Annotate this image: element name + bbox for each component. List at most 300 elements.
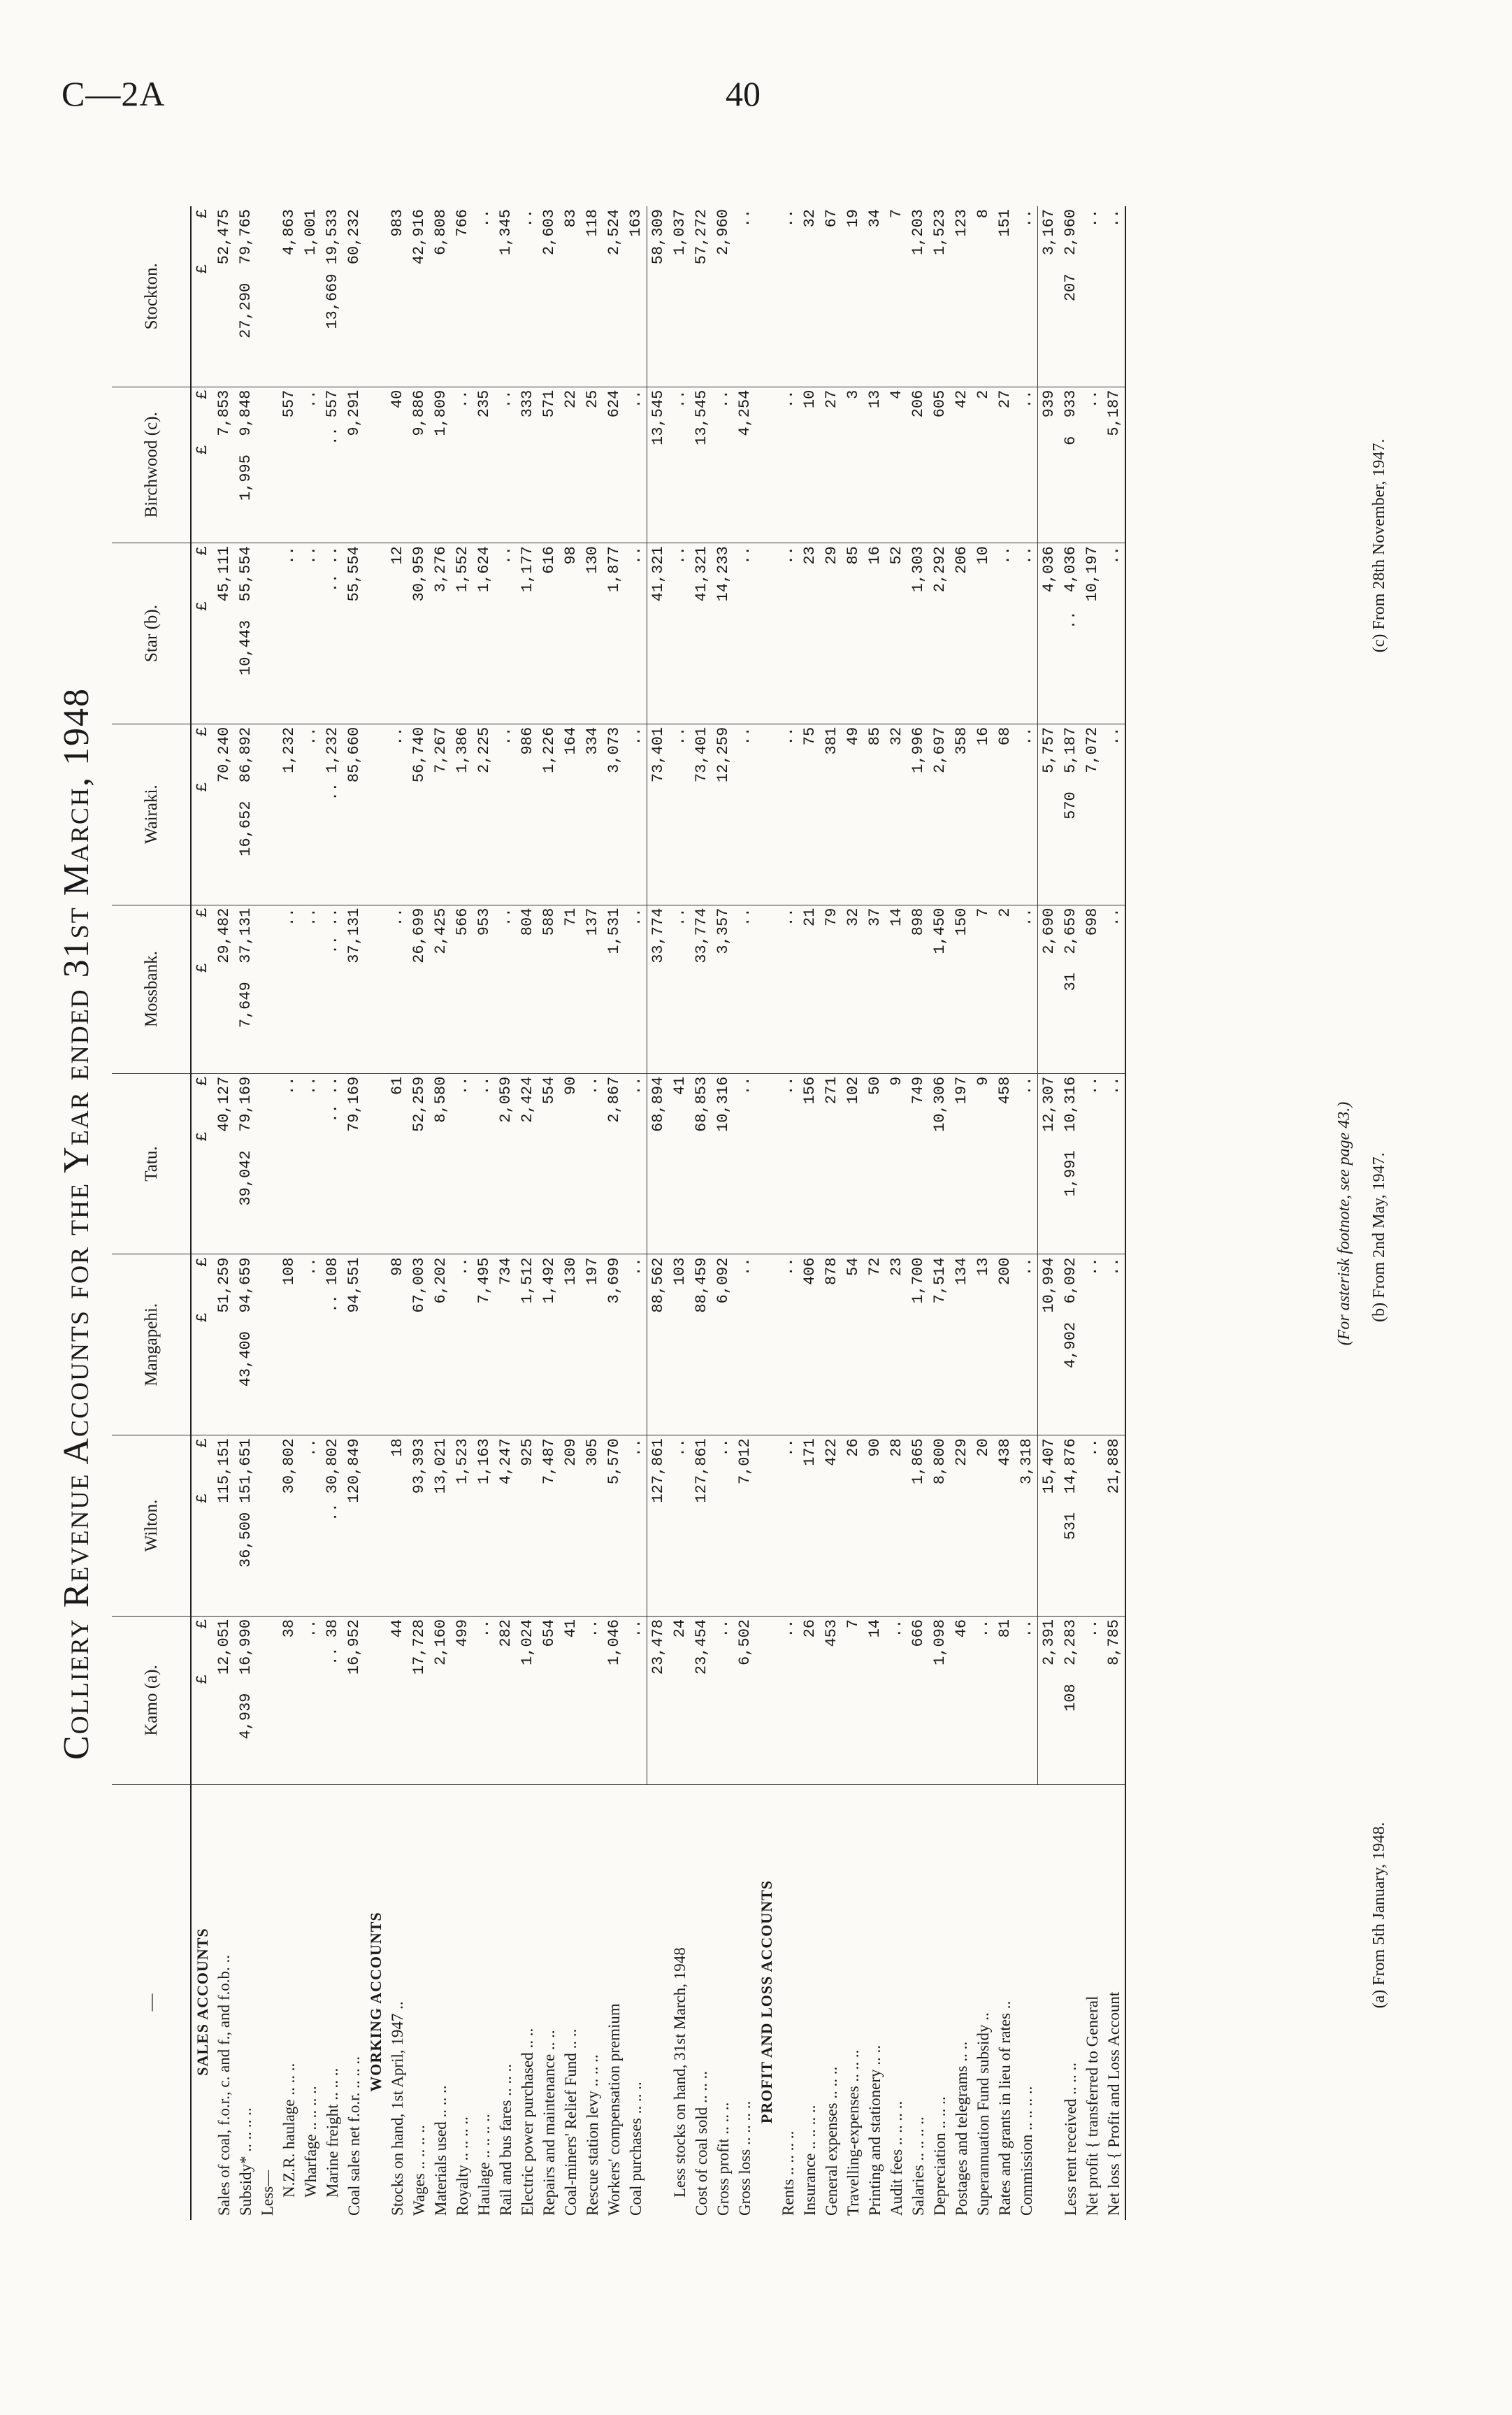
row-label: Less stocks on hand, 31st March, 1948 (671, 1947, 689, 2198)
value-cell: 25 (582, 387, 603, 543)
value-cell (756, 1073, 777, 1254)
table-row (1016, 206, 1038, 2220)
value-cell: .. (495, 905, 517, 1073)
value-cell: 749 (907, 1073, 929, 1254)
value-cell: .. (473, 1073, 495, 1254)
value-cell (257, 1254, 278, 1435)
value-cell: 1,024 (517, 1616, 538, 1784)
value-cell: 358 (951, 724, 972, 905)
value-cell: 1,203 (907, 206, 929, 387)
value-cell: 209 (560, 1435, 582, 1617)
value-cell: 9,291 (343, 387, 365, 543)
value-cell: 422 (821, 1435, 842, 1617)
value-cell (257, 206, 278, 387)
value-cell: 94,551 (343, 1254, 365, 1435)
value-cell: 1,996 (907, 724, 929, 905)
value-cell (365, 905, 387, 1073)
value-cell: 98 (387, 1254, 408, 1435)
value-cell (756, 387, 777, 543)
value-cell: 10,197 (1081, 543, 1103, 724)
row-label: Postages and telegrams .. .. (953, 2041, 970, 2216)
table-row (408, 206, 430, 2220)
value-cell: 127,861 (691, 1435, 712, 1617)
row-label: Rents .. .. .. .. (779, 2130, 797, 2216)
value-cell: 10,316 (712, 1073, 734, 1254)
value-cell: 41 (560, 1616, 582, 1784)
value-cell: 130 (582, 543, 603, 724)
table-row (495, 206, 517, 2220)
table-row (712, 206, 734, 2220)
value-cell: 49 (842, 724, 864, 905)
value-cell: 1,098 (929, 1616, 951, 1784)
value-cell: .. (1103, 206, 1125, 387)
table-row (300, 206, 322, 2220)
value-cell: £ £ (191, 1254, 213, 1435)
value-cell: 27,290 79,765 (235, 206, 257, 387)
value-cell: 2,425 (430, 905, 452, 1073)
value-cell: .. (712, 387, 734, 543)
value-cell: 9 (972, 1073, 994, 1254)
value-cell: 624 (603, 387, 625, 543)
row-label: Stocks on hand, 1st April, 1947 .. (389, 2001, 406, 2216)
value-cell: 6,502 (734, 1616, 756, 1784)
value-cell: 67,003 (408, 1254, 430, 1435)
value-cell: 1,450 (929, 905, 951, 1073)
value-cell: 72 (864, 1254, 886, 1435)
value-cell: .. 108 (322, 1254, 343, 1435)
value-cell: 453 (821, 1616, 842, 1784)
value-cell: £ £ (191, 724, 213, 905)
value-cell: 42 (951, 387, 972, 543)
value-cell (756, 1435, 777, 1617)
value-cell: 925 (517, 1435, 538, 1617)
value-cell (365, 1254, 387, 1435)
row-label: Commission .. .. .. .. (1018, 2086, 1035, 2216)
value-cell: .. (1081, 1254, 1103, 1435)
value-cell: 13,545 (647, 387, 670, 543)
column-header: Kamo (a). (112, 1616, 191, 1784)
value-cell: 26,699 (408, 905, 430, 1073)
value-cell: .. 30,802 (322, 1435, 343, 1617)
value-cell: 4 (886, 387, 907, 543)
value-cell: 1,226 (538, 724, 560, 905)
value-cell: .. (625, 724, 647, 905)
table-row (452, 206, 473, 2220)
row-label: Audit fees .. .. .. .. (888, 2100, 905, 2216)
row-label: Depreciation .. .. .. (931, 2096, 949, 2216)
value-cell: 41,321 (691, 543, 712, 724)
value-cell: 4,036 (1038, 543, 1060, 724)
value-cell: 197 (582, 1254, 603, 1435)
value-cell: 103 (669, 1254, 691, 1435)
value-cell: 40,127 (213, 1073, 235, 1254)
value-cell: 36,500 151,651 (235, 1435, 257, 1617)
value-cell: 2,225 (473, 724, 495, 905)
value-cell: 6 933 (1060, 387, 1081, 543)
table-row (799, 206, 821, 2220)
value-cell: 571 (538, 387, 560, 543)
value-cell: 1,386 (452, 724, 473, 905)
value-cell: .. (300, 1073, 322, 1254)
value-cell: 26 (799, 1616, 821, 1784)
value-cell: .. (1016, 387, 1038, 543)
value-cell: 12 (387, 543, 408, 724)
table-row (734, 206, 756, 2220)
value-cell: .. (625, 387, 647, 543)
value-cell: 734 (495, 1254, 517, 1435)
value-cell: 666 (907, 1616, 929, 1784)
value-cell: .. (1103, 905, 1125, 1073)
column-header-label: — (112, 1785, 191, 2221)
value-cell: 1,865 (907, 1435, 929, 1617)
table-row (430, 206, 452, 2220)
value-cell: .. (734, 724, 756, 905)
value-cell: 7,514 (929, 1254, 951, 1435)
value-cell: .. (886, 1616, 907, 1784)
value-cell: 37,131 (343, 905, 365, 1073)
value-cell: 654 (538, 1616, 560, 1784)
value-cell: .. (300, 543, 322, 724)
value-cell: £ £ (191, 206, 213, 387)
table-body (191, 206, 1125, 2220)
row-label: Cost of coal sold .. .. .. (693, 2071, 710, 2216)
row-label: Wharfage .. .. .. .. (302, 2086, 319, 2198)
value-cell: £ £ (191, 905, 213, 1073)
value-cell (365, 387, 387, 543)
row-label: Haulage .. .. .. .. (475, 2114, 493, 2216)
value-cell: 73,401 (691, 724, 712, 905)
value-cell: .. (777, 905, 799, 1073)
value-cell: 14,233 (712, 543, 734, 724)
value-cell: 16,952 (343, 1616, 365, 1784)
value-cell: 1,037 (669, 206, 691, 387)
table-row (517, 206, 538, 2220)
value-cell: 33,774 (691, 905, 712, 1073)
value-cell: 88,562 (647, 1254, 670, 1435)
value-cell: .. (734, 905, 756, 1073)
value-cell: 13 (864, 387, 886, 543)
value-cell: 4,939 16,990 (235, 1616, 257, 1784)
column-header: Wairaki. (112, 724, 191, 905)
value-cell: 52,259 (408, 1073, 430, 1254)
row-label: Superannuation Fund subsidy .. (974, 2012, 992, 2216)
value-cell: .. (473, 206, 495, 387)
value-cell: 2,960 (712, 206, 734, 387)
table-row (951, 206, 972, 2220)
value-cell: .. (1103, 1073, 1125, 1254)
row-label: Coal-miners' Relief Fund .. .. (562, 2028, 579, 2216)
value-cell (365, 1073, 387, 1254)
value-cell: 23,478 (647, 1616, 670, 1784)
value-cell: 85 (864, 724, 886, 905)
value-cell: .. (300, 1616, 322, 1784)
value-cell: 6,092 (712, 1254, 734, 1435)
column-header: Tatu. (112, 1073, 191, 1254)
value-cell: .. .. (322, 1073, 343, 1254)
value-cell: 24 (669, 1616, 691, 1784)
value-cell: .. (777, 724, 799, 905)
value-cell: 12,051 (213, 1616, 235, 1784)
value-cell: 2 (994, 905, 1016, 1073)
value-cell (257, 543, 278, 724)
value-cell: .. (734, 206, 756, 387)
value-cell: 55,554 (343, 543, 365, 724)
value-cell (257, 387, 278, 543)
value-cell: £ £ (191, 1616, 213, 1784)
value-cell: .. (777, 1073, 799, 1254)
value-cell: 71 (560, 905, 582, 1073)
value-cell: 32 (799, 206, 821, 387)
value-cell: 381 (821, 724, 842, 905)
table-row (929, 206, 951, 2220)
table-row (387, 206, 408, 2220)
value-cell: 70,240 (213, 724, 235, 905)
value-cell: 1,523 (452, 1435, 473, 1617)
value-cell: 2,059 (495, 1073, 517, 1254)
value-cell: 3,699 (603, 1254, 625, 1435)
value-cell: 13,545 (691, 387, 712, 543)
value-cell: .. (734, 1254, 756, 1435)
row-label: Workers' compensation premium (605, 2003, 623, 2216)
value-cell (365, 543, 387, 724)
row-label: Rail and bus fares .. .. .. (497, 2063, 514, 2216)
value-cell: .. (777, 206, 799, 387)
value-cell: 156 (799, 1073, 821, 1254)
value-cell: .. (1016, 905, 1038, 1073)
value-cell: 28 (886, 1435, 907, 1617)
table-row (603, 206, 625, 2220)
value-cell: 1,303 (907, 543, 929, 724)
value-cell: 2,867 (603, 1073, 625, 1254)
value-cell: £ £ (191, 543, 213, 724)
value-cell: 31 2,659 (1060, 905, 1081, 1073)
value-cell: 986 (517, 724, 538, 905)
value-cell: 554 (538, 1073, 560, 1254)
column-header: Stockton. (112, 206, 191, 387)
value-cell: 206 (951, 543, 972, 724)
row-label: Royalty .. .. .. .. (454, 2116, 471, 2216)
value-cell: £ £ (191, 1073, 213, 1254)
value-cell: 1,531 (603, 905, 625, 1073)
value-cell: 98 (560, 543, 582, 724)
value-cell: 46 (951, 1616, 972, 1784)
rotated-sheet (56, 189, 1447, 2258)
value-cell: .. (1016, 724, 1038, 905)
value-cell: 4,902 6,092 (1060, 1254, 1081, 1435)
value-cell: 19 (842, 206, 864, 387)
value-cell: 197 (951, 1073, 972, 1254)
row-label: Marine freight .. .. .. (324, 2068, 341, 2198)
value-cell: 39,042 79,169 (235, 1073, 257, 1254)
row-label: Materials used .. .. .. (432, 2085, 449, 2216)
value-cell: 30,959 (408, 543, 430, 724)
value-cell: .. (300, 1435, 322, 1617)
value-cell: 7,495 (473, 1254, 495, 1435)
value-cell: 2,603 (538, 206, 560, 387)
value-cell: 57,272 (691, 206, 712, 387)
value-cell: 1,177 (517, 543, 538, 724)
value-cell: 9 (886, 1073, 907, 1254)
value-cell: .. (1081, 387, 1103, 543)
value-cell: 2,292 (929, 543, 951, 724)
value-cell: 6,808 (430, 206, 452, 387)
value-cell: 41 (669, 1073, 691, 1254)
table-row (669, 206, 691, 2220)
value-cell (365, 206, 387, 387)
value-cell: 878 (821, 1254, 842, 1435)
value-cell: 85,660 (343, 724, 365, 905)
row-label: Electric power purchased .. .. (519, 2028, 536, 2216)
value-cell: 1,001 (300, 206, 322, 387)
value-cell (365, 1435, 387, 1617)
section-heading: PROFIT AND LOSS ACCOUNTS (758, 1879, 775, 2124)
value-cell: 14 (886, 905, 907, 1073)
value-cell: 1,995 9,848 (235, 387, 257, 543)
value-cell: 29,482 (213, 905, 235, 1073)
value-cell: 20 (972, 1435, 994, 1617)
value-cell: 16,652 86,892 (235, 724, 257, 905)
value-cell: 21 (799, 905, 821, 1073)
value-cell: 235 (473, 387, 495, 543)
value-cell: .. (777, 1435, 799, 1617)
table-row (1038, 206, 1060, 2220)
value-cell: 90 (864, 1435, 886, 1617)
value-cell: 206 (907, 387, 929, 543)
row-label: Subsidy* .. .. .. .. (237, 2107, 254, 2216)
table-row (582, 206, 603, 2220)
value-cell: 23,454 (691, 1616, 712, 1784)
value-cell: .. (777, 1616, 799, 1784)
value-cell: 10 (799, 387, 821, 543)
value-cell: 570 5,187 (1060, 724, 1081, 905)
value-cell: .. (712, 1435, 734, 1617)
value-cell: 2,690 (1038, 905, 1060, 1073)
value-cell: 953 (473, 905, 495, 1073)
value-cell: 60,232 (343, 206, 365, 387)
value-cell: 5,757 (1038, 724, 1060, 905)
value-cell: .. (1016, 1073, 1038, 1254)
value-cell: 45,111 (213, 543, 235, 724)
table-row (821, 206, 842, 2220)
value-cell: 4,863 (278, 206, 300, 387)
table-row (191, 206, 213, 2220)
value-cell: .. (452, 387, 473, 543)
value-cell: .. (669, 724, 691, 905)
value-cell: .. 1,232 (322, 724, 343, 905)
value-cell: 4,247 (495, 1435, 517, 1617)
value-cell: 150 (951, 905, 972, 1073)
value-cell: 29 (821, 543, 842, 724)
value-cell: .. (278, 1073, 300, 1254)
value-cell: .. (495, 387, 517, 543)
value-cell: 616 (538, 543, 560, 724)
value-cell: 32 (886, 724, 907, 905)
table-row (278, 206, 300, 2220)
value-cell: 52,475 (213, 206, 235, 387)
value-cell: 1,163 (473, 1435, 495, 1617)
value-cell: 134 (951, 1254, 972, 1435)
value-cell: 67 (821, 206, 842, 387)
value-cell: .. (777, 1254, 799, 1435)
value-cell: 40 (387, 387, 408, 543)
value-cell: 1,492 (538, 1254, 560, 1435)
row-label: Rates and grants in lieu of rates .. (996, 2000, 1014, 2216)
row-label: Wages .. .. .. .. (410, 2125, 428, 2216)
value-cell: 81 (994, 1616, 1016, 1784)
value-cell: 137 (582, 905, 603, 1073)
value-cell: .. (300, 905, 322, 1073)
value-cell (365, 1616, 387, 1784)
value-cell: 1,700 (907, 1254, 929, 1435)
table-row (625, 206, 647, 2220)
value-cell: 983 (387, 206, 408, 387)
column-header: Star (b). (112, 543, 191, 724)
table-row (886, 206, 907, 2220)
value-cell: 438 (994, 1435, 1016, 1617)
value-cell: .. (625, 543, 647, 724)
table-row (257, 206, 278, 2220)
value-cell: 37 (864, 905, 886, 1073)
table-row (972, 206, 994, 2220)
value-cell: 51,259 (213, 1254, 235, 1435)
row-label: Gross loss .. .. .. .. (736, 2100, 754, 2216)
asterisk-footnote: (For asterisk footnote, see page 43.) (1335, 1101, 1353, 1346)
value-cell: 698 (1081, 905, 1103, 1073)
value-cell: .. (1081, 206, 1103, 387)
value-cell: .. 557 (322, 387, 343, 543)
value-cell: .. (452, 1073, 473, 1254)
value-cell: 9,886 (408, 387, 430, 543)
value-cell: 7 (842, 1616, 864, 1784)
section-heading: WORKING ACCOUNTS (367, 1912, 384, 2092)
value-cell: 102 (842, 1073, 864, 1254)
value-cell: 118 (582, 206, 603, 387)
value-cell: .. (712, 1616, 734, 1784)
value-cell: .. (473, 1616, 495, 1784)
value-cell: 123 (951, 206, 972, 387)
row-label: Gross profit .. .. .. (714, 2102, 732, 2216)
value-cell: .. (777, 387, 799, 543)
value-cell: 171 (799, 1435, 821, 1617)
value-cell: .. (1103, 543, 1125, 724)
value-cell: 15,407 (1038, 1435, 1060, 1617)
value-cell: 1,046 (603, 1616, 625, 1784)
value-cell: 2,697 (929, 724, 951, 905)
value-cell: 88,459 (691, 1254, 712, 1435)
footnotes (1370, 189, 1389, 2258)
value-cell: 10,443 55,554 (235, 543, 257, 724)
row-label: Coal sales net f.o.r. .. .. .. (345, 2056, 363, 2216)
value-cell (756, 206, 777, 387)
value-cell: 7 (886, 206, 907, 387)
value-cell: .. (669, 543, 691, 724)
value-cell: 7 (972, 905, 994, 1073)
table-row (842, 206, 864, 2220)
value-cell: .. (994, 543, 1016, 724)
value-cell: 83 (560, 206, 582, 387)
value-cell: .. (278, 905, 300, 1073)
value-cell: 588 (538, 905, 560, 1073)
value-cell: .. (625, 1073, 647, 1254)
value-cell: 61 (387, 1073, 408, 1254)
column-header: Mangapehi. (112, 1254, 191, 1435)
value-cell: 50 (864, 1073, 886, 1254)
table-row (864, 206, 886, 2220)
value-cell: 8 (972, 206, 994, 387)
value-cell (257, 1073, 278, 1254)
revenue-accounts-table (112, 206, 1126, 2220)
value-cell: 7,649 37,131 (235, 905, 257, 1073)
